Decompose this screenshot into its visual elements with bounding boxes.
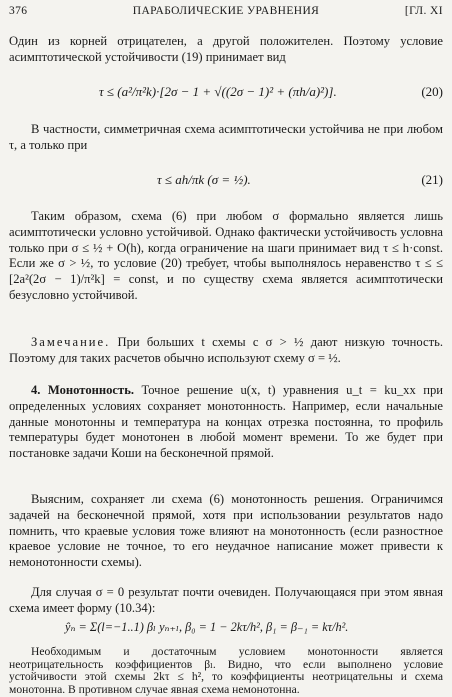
paragraph-5 — [9, 383, 443, 462]
paragraph-4 — [9, 335, 443, 367]
remark-text: При больших t схемы с σ > ½ дают низкую точность. Поэтому для таких расчетов обычно используют схему σ = ½. — [9, 335, 443, 365]
page-number: 376 — [9, 5, 28, 17]
running-header — [9, 5, 443, 23]
paragraph-3: Таким образом, схема (6) при любом σ формально является лишь асимптотически условно устойчивой. Однако фактически устойчивость условна только при σ ≤ ½ + O(h), когда ограничение на шаги принимает вид τ ≤ h·const. Если же σ > ½, то условие (20) требует, чтобы выполнялось неравенство τ ≤ ≤ [2a²(2σ − 1)/π²k] = const, и по существу схема является асимптотически безусловно устойчивой. — [9, 209, 443, 302]
formula-20-number: (20) — [421, 84, 443, 99]
formula-20-expression: τ ≤ (a²/π²k)·[2σ − 1 + √((2σ − 1)² + (πh/a)²)]. — [99, 84, 337, 99]
chapter-label: [ГЛ. XI — [404, 5, 443, 17]
running-title: ПАРАБОЛИЧЕСКИЕ УРАВНЕНИЯ — [132, 5, 320, 17]
formula-21-number: (21) — [421, 172, 443, 187]
formula-21-expression: τ ≤ ah/πk (σ = ½). — [157, 172, 251, 187]
formula-20 — [9, 80, 443, 108]
paragraph-8: Необходимым и достаточным условием монотонности является неотрицательность коэффициентов βₗ. Видно, что если выполнено условие устойчивости этой схемы 2kτ ≤ h², то коэффициенты неотрицательны и схема монотонна. В противном случае явная схема немонотонна. — [9, 645, 443, 696]
paragraph-2: В частности, симметричная схема асимптотически устойчива не при любом τ, а только при — [9, 122, 443, 152]
paragraph-6: Выясним, сохраняет ли схема (6) монотонность решения. Ограничимся задачей на бесконечной прямой, хотя при использовании результатов надо помнить, что краевые условия тоже влияют на монотонность (если разностное краевое условие не точное, то его неудачное написание может привести к немонотонности схемы). — [9, 492, 443, 570]
section-heading: 4. Монотонность. — [31, 383, 135, 397]
remark-lead: Замечание. — [31, 335, 111, 349]
formula-explicit-scheme — [9, 616, 443, 642]
formula-explicit-expression: ŷₙ = Σ(l=−1..1) βₗ yₙ₊ₗ, β₀ = 1 − 2kτ/h², β₁ = β₋₁ = kτ/h². — [65, 620, 349, 634]
paragraph-7: Для случая σ = 0 результат почти очевиден. Получающаяся при этом явная схема имеет форму (10.34): — [9, 585, 443, 615]
paragraph-1: Один из корней отрицателен, а другой положителен. Поэтому условие асимптотической устойчивости (19) принимает вид — [9, 34, 443, 64]
formula-21 — [9, 168, 443, 196]
section-text: Точное решение u(x, t) уравнения u_t = ku_xx при определенных условиях сохраняет монотонность. Например, если начальные данные монотонны и температура на концах отрезка постоянна, то профиль температуры будет монотонен в любой момент времени. То же будет при постановке задачи Коши на бесконечной прямой. — [9, 383, 443, 461]
